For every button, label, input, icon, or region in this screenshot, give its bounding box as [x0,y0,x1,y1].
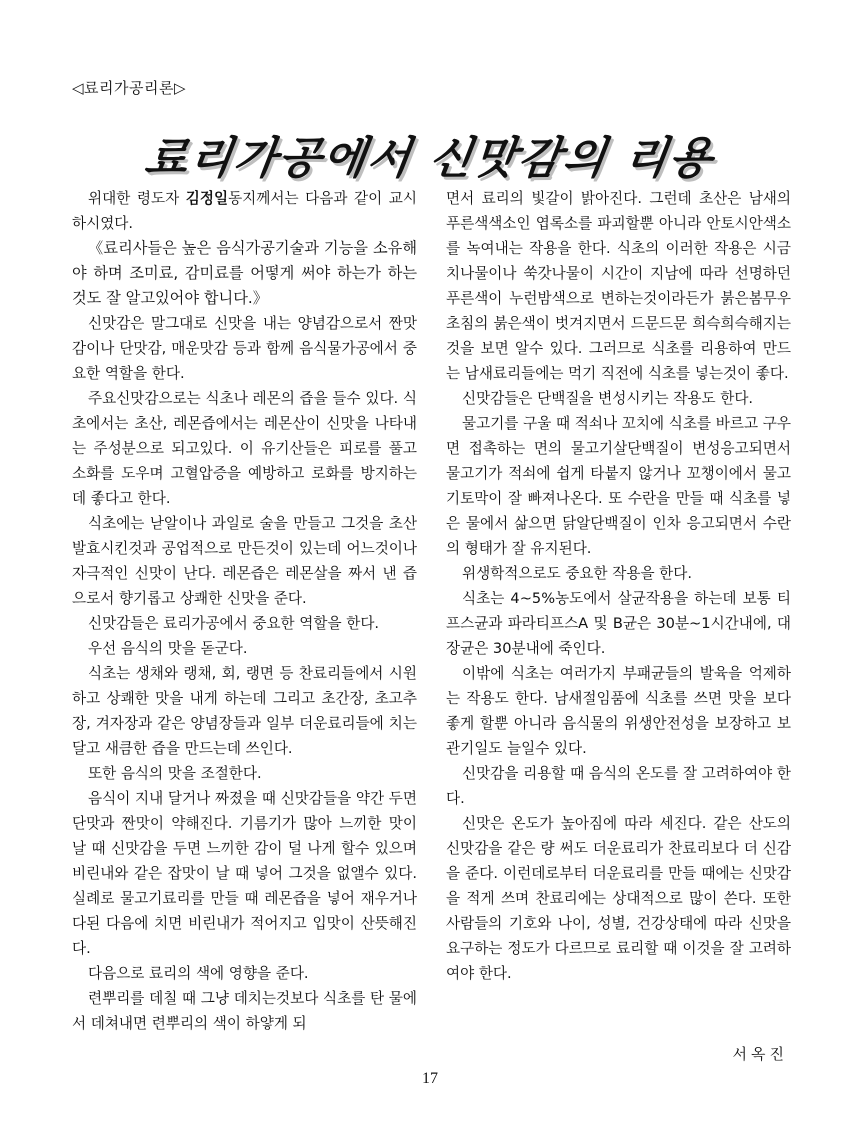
article-column-left [72,186,417,1036]
section-tag: ◁료리가공리론▷ [72,79,187,97]
article-paragraph: 신맛감을 리용할 때 음식의 온도를 잘 고려하여야 한다. [446,765,791,807]
article-paragraph: 우선 음식의 맛을 돋군다. [88,640,248,657]
article-paragraph: 면서 료리의 빛갈이 밝아진다. 그런데 초산은 남새의 푸른색색소인 엽록소를 파괴할뿐 아니라 안토시안색소를 녹여내는 작용을 한다. 식초의 이러한 작용은 시금치나물이나 쑥갓나물이 시간이 지남에 따라 선명하던 푸른색이 누런밤색으로 변하는것이라든가 붉은봄무우초침의 붉은색이 벗겨지면서 드문드문 희슥희슥해지는것을 보면 알수 있다. 그러므로 식초를 리용하여 만드는 남새료리들에는 먹기 직전에 식초를 넣는것이 좋다. [446,190,791,382]
article-title: 료리가공에서 신맛감의 리용 [141,133,718,184]
article-paragraph: 주요신맛감으로는 식초나 레몬의 즙을 들수 있다. 식초에서는 초산, 레몬즙에서는 레몬산이 신맛을 나타내는 주성분으로 되고있다. 이 유기산들은 피로를 풀고 소화를 도우며 고혈압증을 예방하고 로화를 방지하는데 좋다고 한다. [72,390,417,507]
author-name: 서옥진 [732,1045,788,1063]
article-paragraph: 위생학적으로도 중요한 작용을 한다. [462,565,693,582]
article-paragraph: 음식이 지내 달거나 짜졌을 때 신맛감들을 약간 두면 단맛과 짠맛이 약해진다. 기름기가 많아 느끼한 맛이 날 때 신맛감을 두면 느끼한 감이 덜 나게 할수 있으며 비린내와 같은 잡맛이 날 때 넣어 그것을 없앨수 있다. 실례로 물고기료리를 만들 때 레몬즙을 넣어 재우거나 다된 다음에 치면 비린내가 적어지고 입맛이 산뜻해진다. [72,790,417,957]
article-paragraph: 식초는 4~5%농도에서 살균작용을 하는데 보통 티프스균과 파라티프스A 및 B균은 30분~1시간내에, 대장균은 30분내에 죽인다. [446,590,791,657]
article-paragraph: 또한 음식의 맛을 조절한다. [88,765,262,782]
article-paragraph: 이밖에 식초는 여러가지 부패균들의 발육을 억제하는 작용도 한다. 남새절임품에 식초를 쓰면 맛을 보다 좋게 할뿐 아니라 음식물의 위생안전성을 보장하고 보관기일도 늘일수 있다. [446,665,791,757]
article-paragraph: 신맛은 온도가 높아짐에 따라 세진다. 같은 산도의 신맛감을 같은 량 써도 더운료리가 찬료리보다 더 신감을 준다. 이런데로부터 더운료리를 만들 때에는 신맛감을 적게 쓰며 찬료리에는 상대적으로 많이 쓴다. 또한 사람들의 기호와 나이, 성별, 건강상태에 따라 신맛을 요구하는 정도가 다르므로 료리할 때 이것을 잘 고려하여야 한다. [446,815,791,982]
article-paragraph: 《료리사들은 높은 음식가공기술과 기능을 소유해야 하며 조미료, 감미료를 어떻게 써야 하는가 하는것도 잘 알고있어야 합니다.》 [72,239,417,307]
article-paragraph: 신맛감들은 단백질을 변성시키는 작용도 한다. [462,390,754,407]
article-paragraph: 련뿌리를 데칠 때 그냥 데치는것보다 식초를 탄 물에서 데쳐내면 련뿌리의 색이 하얗게 되 [72,990,417,1032]
paragraph-text: 위대한 령도자 [88,190,186,207]
article-column-right [446,186,791,986]
leader-name: 김정일 [185,190,229,207]
article-paragraph [72,186,417,236]
article-paragraph: 신맛감은 말그대로 신맛을 내는 양념감으로서 짠맛감이나 단맛감, 매운맛감 등과 함께 음식물가공에서 중요한 역할을 한다. [72,315,417,382]
article-paragraph: 식초는 생채와 랭채, 회, 랭면 등 찬료리들에서 시원하고 상쾌한 맛을 내게 하는데 그리고 초간장, 초고추장, 겨자장과 같은 양념장들과 일부 더운료리들에 치는 달고 새큼한 즙을 만드는데 쓰인다. [72,665,417,757]
page-number: 17 [422,1070,438,1087]
article-paragraph: 물고기를 구울 때 적쇠나 꼬치에 식초를 바르고 구우면 접촉하는 면의 물고기살단백질이 변성응고되면서 물고기가 적쇠에 쉽게 타붙지 않거나 꼬챙이에서 물고기토막이 잘 빠져나온다. 또 수란을 만들 때 식초를 넣은 물에서 삶으면 닭알단백질이 인차 응고되면서 수란의 형태가 잘 유지된다. [446,415,791,557]
article-paragraph: 식초에는 낟알이나 과일로 술을 만들고 그것을 초산발효시킨것과 공업적으로 만든것이 있는데 어느것이나 자극적인 신맛이 난다. 레몬즙은 레몬살을 짜서 낸 즙으로서 향기롭고 상쾌한 신맛을 준다. [72,515,417,607]
article-paragraph: 다음으로 료리의 색에 영향을 준다. [88,965,309,982]
paragraph-text: 동지께서는 다음과 같이 교시하시였다. [72,190,417,232]
article-paragraph: 신맛감들은 료리가공에서 중요한 역할을 한다. [88,615,380,632]
